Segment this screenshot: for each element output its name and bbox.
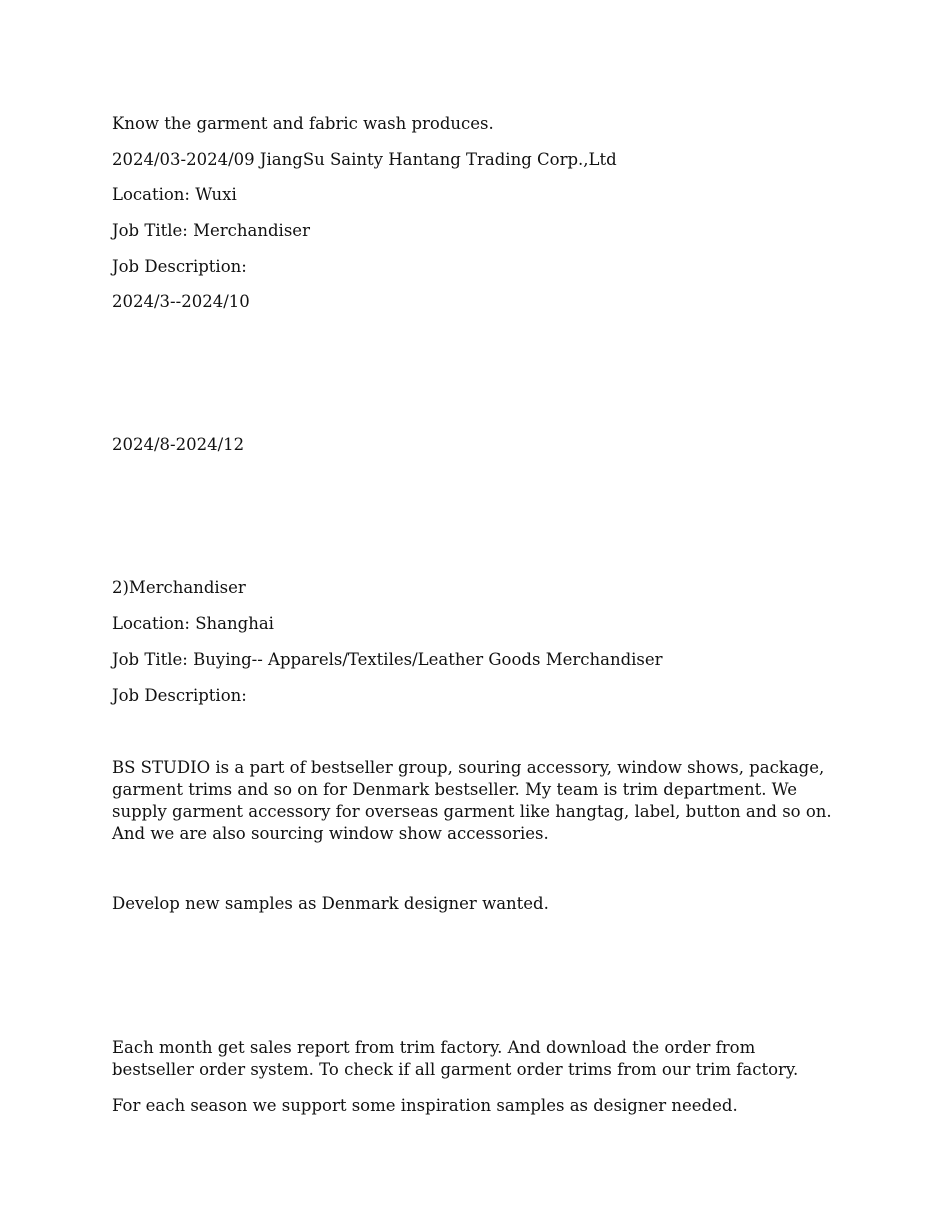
location-line: Location: Shanghai (112, 614, 274, 633)
employment-period: 2024/03-2024/09 JiangSu Sainty Hantang Trading Corp.,Ltd (112, 150, 617, 169)
job-description-heading: Job Description: (112, 257, 247, 276)
text-line: Know the garment and fabric wash produces. (112, 114, 494, 133)
date-range-line: 2024/3--2024/10 (112, 292, 250, 311)
job-title-line: Job Title: Buying-- Apparels/Textiles/Leather Goods Merchandiser (112, 650, 663, 669)
description-paragraph: BS STUDIO is a part of bestseller group, souring accessory, window shows, package, garment trims and so on for Denmark bestseller. My team is trim department. We supply garment accessory for overseas garment like hangtag, label, button and so on. And we are also sourcing window show accessories. (112, 758, 832, 843)
position-heading: 2)Merchandiser (112, 578, 246, 597)
description-paragraph: Each month get sales report from trim factory. And download the order from bestseller order system. To check if all garment order trims from our trim factory. (112, 1038, 799, 1079)
location-line: Location: Wuxi (112, 185, 237, 204)
job-description-heading: Job Description: (112, 686, 247, 705)
job-title-line: Job Title: Merchandiser (112, 221, 310, 240)
date-range-line: 2024/8-2024/12 (112, 435, 245, 454)
description-paragraph: For each season we support some inspiration samples as designer needed. (112, 1096, 738, 1115)
description-paragraph: Develop new samples as Denmark designer wanted. (112, 894, 549, 913)
